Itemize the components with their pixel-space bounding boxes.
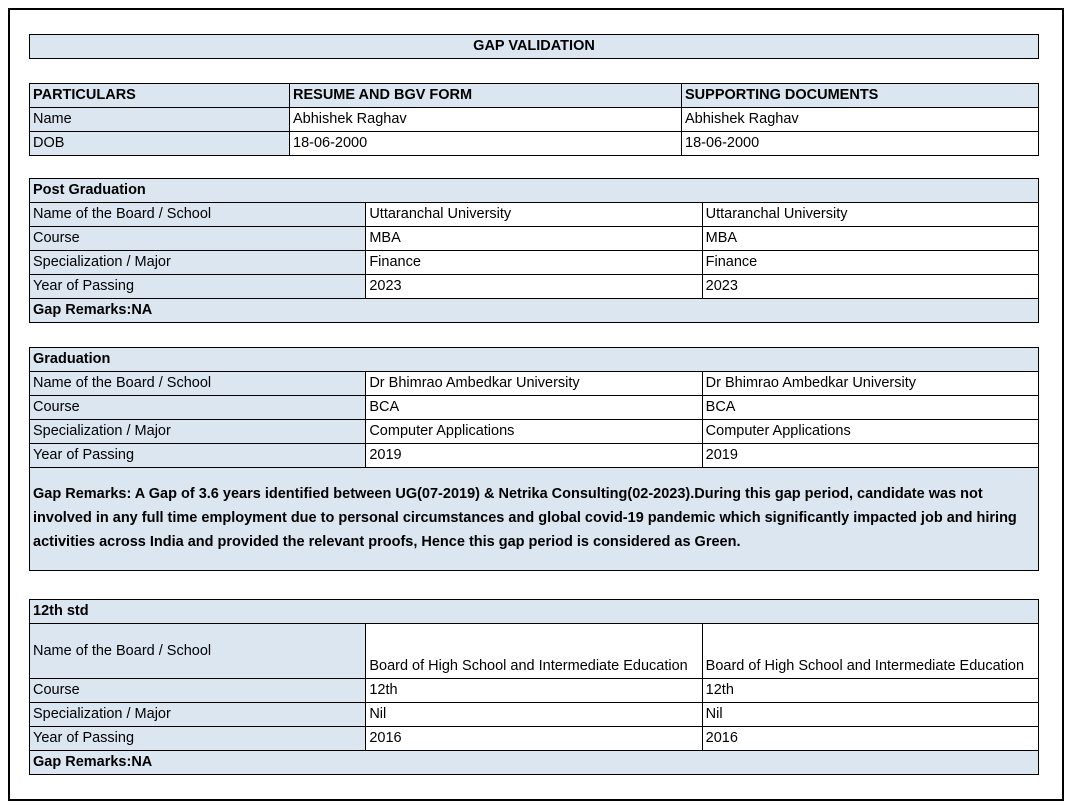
row-label: Year of Passing	[30, 727, 366, 751]
table-row	[30, 679, 1039, 703]
resume-value: Computer Applications	[366, 420, 702, 444]
row-label: Course	[30, 227, 366, 251]
row-label: Name of the Board / School	[30, 203, 366, 227]
table-row	[30, 420, 1039, 444]
remarks-row	[30, 468, 1039, 571]
docs-value: Nil	[702, 703, 1038, 727]
section-heading: Post Graduation	[30, 179, 1039, 203]
header-resume: RESUME AND BGV FORM	[290, 84, 682, 108]
resume-value: 2016	[366, 727, 702, 751]
gap-remarks: Gap Remarks:NA	[30, 299, 1039, 323]
resume-value: Abhishek Raghav	[290, 108, 682, 132]
table-row	[30, 727, 1039, 751]
post-graduation-table	[29, 178, 1039, 323]
resume-value: 2023	[366, 275, 702, 299]
table-row	[30, 396, 1039, 420]
twelfth-table	[29, 599, 1039, 775]
resume-value: Board of High School and Intermediate Education	[366, 624, 702, 679]
graduation-table	[29, 347, 1039, 571]
table-row	[30, 703, 1039, 727]
section-heading-row	[30, 179, 1039, 203]
docs-value: Uttaranchal University	[702, 203, 1038, 227]
resume-value: Uttaranchal University	[366, 203, 702, 227]
row-label: Course	[30, 396, 366, 420]
section-heading-row	[30, 600, 1039, 624]
resume-value: 12th	[366, 679, 702, 703]
docs-value: 2016	[702, 727, 1038, 751]
table-row	[30, 227, 1039, 251]
table-row	[30, 251, 1039, 275]
personal-table	[29, 83, 1039, 156]
remarks-row	[30, 299, 1039, 323]
resume-value: Dr Bhimrao Ambedkar University	[366, 372, 702, 396]
row-label: Year of Passing	[30, 444, 366, 468]
table-row	[30, 108, 1039, 132]
row-label: Specialization / Major	[30, 251, 366, 275]
docs-value: 2023	[702, 275, 1038, 299]
header-supporting: SUPPORTING DOCUMENTS	[682, 84, 1039, 108]
row-label: Course	[30, 679, 366, 703]
table-row	[30, 372, 1039, 396]
remarks-row	[30, 751, 1039, 775]
section-heading-row	[30, 348, 1039, 372]
docs-value: Dr Bhimrao Ambedkar University	[702, 372, 1038, 396]
gap-remarks: Gap Remarks:NA	[30, 751, 1039, 775]
row-label: Year of Passing	[30, 275, 366, 299]
table-row	[30, 444, 1039, 468]
docs-value: 2019	[702, 444, 1038, 468]
docs-value: 18-06-2000	[682, 132, 1039, 156]
header-row	[30, 84, 1039, 108]
resume-value: MBA	[366, 227, 702, 251]
resume-value: Nil	[366, 703, 702, 727]
docs-value: Finance	[702, 251, 1038, 275]
table-row	[30, 275, 1039, 299]
gap-remarks: Gap Remarks: A Gap of 3.6 years identified between UG(07-2019) & Netrika Consulting(02-2023).During this gap period, candidate was not involved in any full time employment due to personal circumstances and global covid-19 pandemic which significantly impacted job and hiring activities across India and provided the relevant proofs, Hence this gap period is considered as Green.	[30, 468, 1039, 571]
section-heading: 12th std	[30, 600, 1039, 624]
docs-value: MBA	[702, 227, 1038, 251]
row-label: Name of the Board / School	[30, 372, 366, 396]
row-label: DOB	[30, 132, 290, 156]
resume-value: 18-06-2000	[290, 132, 682, 156]
table-row	[30, 203, 1039, 227]
row-label: Name of the Board / School	[30, 624, 366, 679]
row-label: Name	[30, 108, 290, 132]
table-row	[30, 624, 1039, 679]
header-particulars: PARTICULARS	[30, 84, 290, 108]
row-label: Specialization / Major	[30, 703, 366, 727]
resume-value: 2019	[366, 444, 702, 468]
docs-value: 12th	[702, 679, 1038, 703]
docs-value: BCA	[702, 396, 1038, 420]
resume-value: Finance	[366, 251, 702, 275]
section-heading: Graduation	[30, 348, 1039, 372]
resume-value: BCA	[366, 396, 702, 420]
docs-value: Board of High School and Intermediate Education	[702, 624, 1038, 679]
page-title: GAP VALIDATION	[29, 34, 1039, 59]
row-label: Specialization / Major	[30, 420, 366, 444]
table-row	[30, 132, 1039, 156]
docs-value: Abhishek Raghav	[682, 108, 1039, 132]
docs-value: Computer Applications	[702, 420, 1038, 444]
